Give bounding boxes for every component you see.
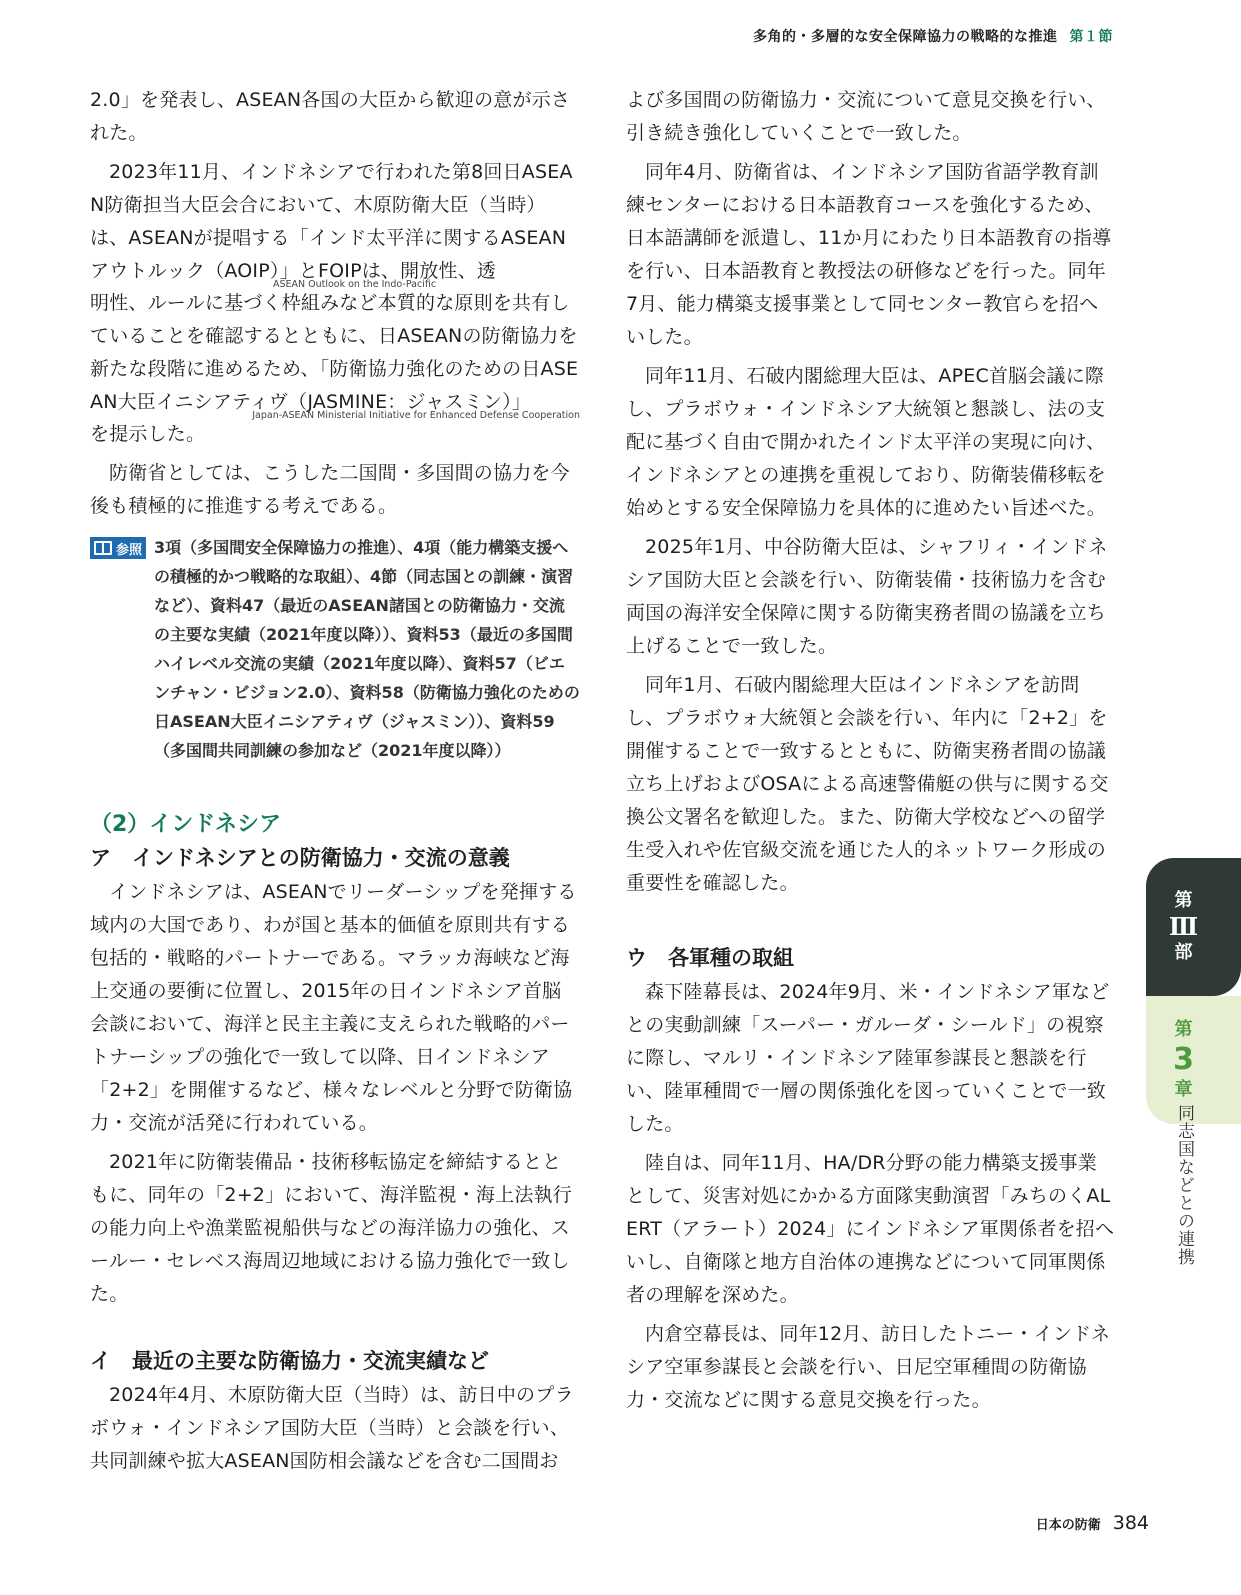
chapter-title: 同志国などとの連携: [1174, 1104, 1194, 1266]
paragraph: 防衛省としては、こうした二国間・多国間の協力を今後も積極的に推進する考えである。: [90, 462, 570, 517]
part-suffix: 部: [1174, 942, 1193, 963]
left-column: [90, 84, 580, 1484]
paragraph-text: 2023年11月、インドネシアで行われた第8回日ASEAN防衛担当大臣会合において、木原防衛大臣（当時）は、ASEANが提唱する「インド太平洋に関するASEANアウトルック（AOIP）」とFOIPは、開放性、透: [90, 161, 573, 282]
paragraph: 2021年に防衛装備品・技術移転協定を締結するとともに、同年の「2+2」において、海洋監視・海上法執行の能力向上や漁業監視船供与などの海洋協力の強化、スールー・セレベス海周辺地域における協力強化で一致した。: [90, 1151, 572, 1305]
paragraph: 同年11月、石破内閣総理大臣は、APEC首脳会議に際し、プラボウォ・インドネシア大統領と懇談し、法の支配に基づく自由で開かれたインド太平洋の実現に向け、インドネシアとの連携を重視しており、防衛装備移転を始めとする安全保障協力を具体的に進めたい旨述べた。: [626, 365, 1107, 519]
paragraph-text: 明性、ルールに基づく枠組みなど本質的な原則を共有していることを確認するとともに、日ASEANの防衛協力を新たな段階に進めるため、「防衛協力強化のための日ASEAN大臣イニシアティヴ（JASMINE：ジャスミン）」: [90, 292, 579, 413]
side-tab: [1146, 858, 1241, 1124]
paragraph: 同年4月、防衛省は、インドネシア国防省語学教育訓練センターにおける日本語教育コースを強化するため、日本語講師を派遣し、11か月にわたり日本語教育の指導を行い、日本語教育と教授法の研修などを行った。同年7月、能力構築支援事業として同センター教官らを招へいした。: [626, 161, 1112, 348]
reference-text: 3項（多国間安全保障協力の推進）、4項（能力構築支援への積極的かつ戦略的な取組）、4節（同志国との訓練・演習など）、資料47（最近のASEAN諸国との防衛協力・交流の主要な実績（2021年度以降））、資料53（最近の多国間ハイレベル交流の実績（2021年度以降）、資料57（ビエンチャン・ビジョン2.0）、資料58（防衛協力強化のための日ASEAN大臣イニシアティヴ（ジャスミン））、資料59（多国間共同訓練の参加など（2021年度以降））: [154, 538, 580, 760]
chapter-number: 3: [1173, 1042, 1194, 1077]
header-section: 第１節: [1069, 29, 1113, 45]
part-prefix: 第: [1174, 890, 1193, 911]
paragraph: 2024年4月、木原防衛大臣（当時）は、訪日中のプラボウォ・インドネシア国防大臣（当時）と会談を行い、共同訓練や拡大ASEAN国防相会議などを含む二国間お: [90, 1384, 574, 1472]
book-icon: [94, 541, 112, 555]
header-title: 多角的・多層的な安全保障協力の戦略的な推進: [753, 29, 1058, 45]
paragraph-text: を提示した。: [90, 423, 206, 445]
chapter-prefix: 第: [1174, 1019, 1193, 1040]
paragraph: 内倉空幕長は、同年12月、訪日したトニー・インドネシア空軍参謀長と会談を行い、日尼空軍種間の防衛協力・交流などに関する意見交換を行った。: [626, 1323, 1111, 1411]
book-title: 日本の防衛: [1035, 1518, 1101, 1533]
subsection-title: ウ 各軍種の取組: [626, 946, 794, 970]
chapter-suffix: 章: [1174, 1079, 1193, 1100]
paragraph: 陸自は、同年11月、HA/DR分野の能力構築支援事業として、災害対処にかかる方面隊実動演習「みちのくALERT（アラート）2024」にインドネシア軍関係者を招へいし、自衛隊と地方自治体の連携などについて同軍関係者の理解を深めた。: [626, 1152, 1115, 1306]
reference-badge: [90, 537, 146, 559]
paragraph: [90, 156, 580, 451]
part-tab: [1146, 858, 1241, 996]
paragraph: 2.0」を発表し、ASEAN各国の大臣から歓迎の意が示された。: [90, 89, 571, 144]
paragraph: 2025年1月、中谷防衛大臣は、シャフリィ・インドネシア国防大臣と会談を行い、防衛装備・技術協力を含む両国の海洋安全保障に関する防衛実務者間の協議を立ち上げることで一致した。: [626, 536, 1108, 657]
paragraph: インドネシアは、ASEANでリーダーシップを発揮する域内の大国であり、わが国と基本的価値を原則共有する包括的・戦略的パートナーである。マラッカ海峡など海上交通の要衝に位置し、2015年の日インドネシア首脳会談において、海洋と民主主義に支えられた戦略的パートナーシップの強化で一致して以降、日インドネシア「2+2」を開催するなど、様々なレベルと分野で防衛協力・交流が活発に行われている。: [90, 881, 577, 1134]
jasmine-gloss: Japan-ASEAN Ministerial Initiative for Enhanced Defense Cooperation: [252, 410, 580, 421]
aoip-gloss: ASEAN Outlook on the Indo-Pacific: [272, 279, 437, 290]
subsection-title: ア インドネシアとの防衛協力・交流の意義: [90, 846, 510, 870]
subsection-title: イ 最近の主要な防衛協力・交流実績など: [90, 1349, 489, 1373]
part-number: Ⅲ: [1168, 912, 1199, 941]
paragraph: 森下陸幕長は、2024年9月、米・インドネシア軍などとの実動訓練「スーパー・ガルーダ・シールド」の視察に際し、マルリ・インドネシア陸軍参謀長と懇談を行い、陸軍種間で一層の関係強化を図っていくことで一致した。: [626, 981, 1110, 1135]
paragraph: 同年1月、石破内閣総理大臣はインドネシアを訪問し、プラボウォ大統領と会談を行い、年内に「2+2」を開催することで一致するとともに、防衛実務者間の協議立ち上げおよびOSAによる高速警備艇の供与に関する交換公文署名を歓迎した。また、防衛大学校などへの留学生受入れや佐官級交流を通じた人的ネットワーク形成の重要性を確認した。: [626, 674, 1109, 894]
reference-label: 参照: [116, 542, 143, 558]
reference-note: [90, 533, 580, 765]
right-column: [626, 84, 1116, 1423]
running-header: [753, 26, 1113, 46]
section-title: （2）インドネシア: [90, 812, 282, 837]
page-number: 384: [1112, 1512, 1149, 1534]
paragraph: よび多国間の防衛協力・交流について意見交換を行い、引き続き強化していくことで一致した。: [626, 89, 1106, 144]
page-footer: [1036, 1512, 1149, 1534]
